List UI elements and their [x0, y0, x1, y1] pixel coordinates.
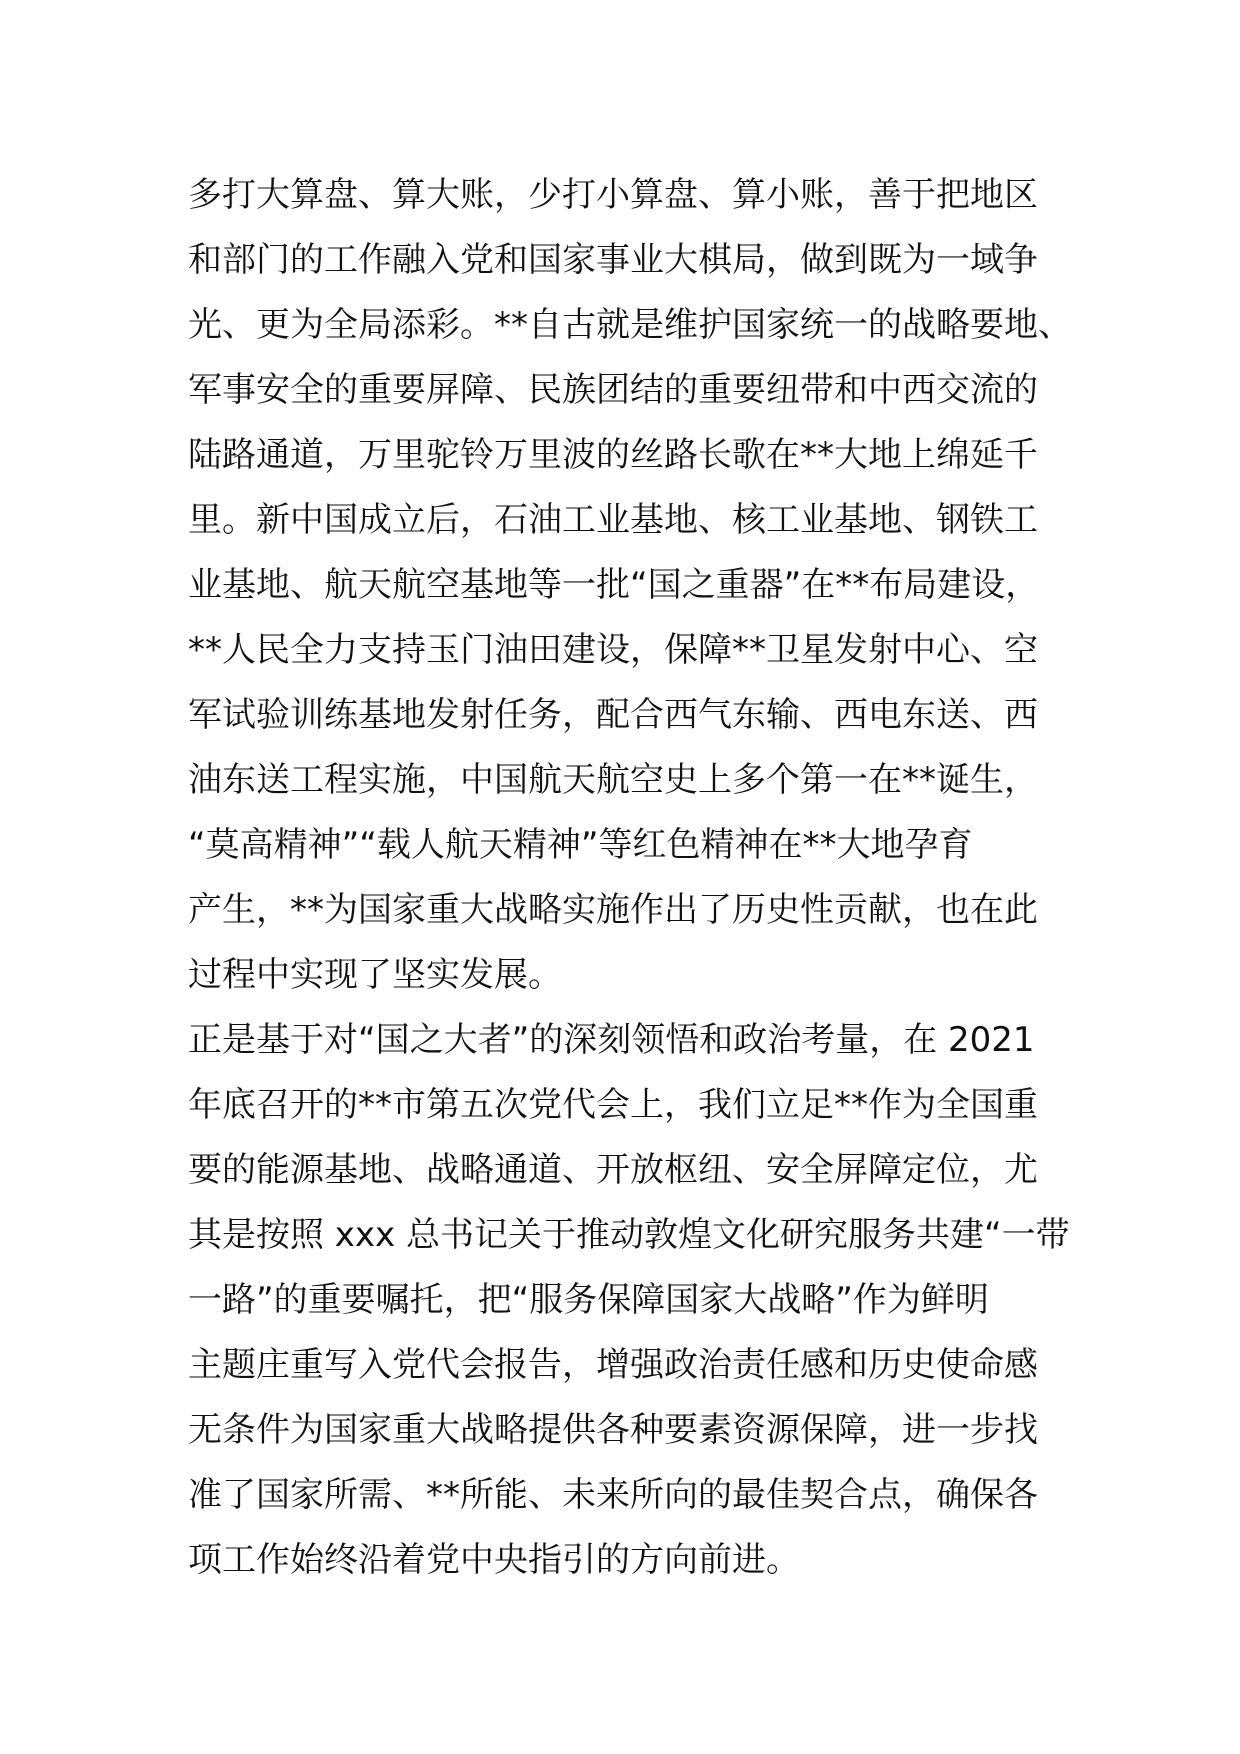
text-line: 过程中实现了坚实发展。: [188, 955, 562, 995]
text-line: 陆路通道，万里驼铃万里波的丝路长歌在**大地上绵延千: [188, 435, 1038, 475]
text-line: 军试验训练基地发射任务，配合西气东输、西电东送、西: [188, 695, 1038, 735]
text-line: 其是按照 xxx 总书记关于推动敦煌文化研究服务共建“一带: [188, 1215, 1070, 1255]
text-line: 军事安全的重要屏障、民族团结的重要纽带和中西交流的: [188, 370, 1038, 410]
text-line: 光、更为全局添彩。**自古就是维护国家统一的战略要地、: [188, 305, 1072, 345]
text-line: 准了国家所需、**所能、未来所向的最佳契合点，确保各: [188, 1475, 1038, 1515]
text-line: 和部门的工作融入党和国家事业大棋局，做到既为一域争: [188, 240, 1038, 280]
text-line: 油东送工程实施，中国航天航空史上多个第一在**诞生，: [188, 760, 1038, 800]
text-line: 无条件为国家重大战略提供各种要素资源保障，进一步找: [188, 1410, 1038, 1450]
text-line: 多打大算盘、算大账，少打小算盘、算小账，善于把地区: [188, 175, 1038, 215]
text-line: 主题庄重写入党代会报告，增强政治责任感和历史使命感: [188, 1345, 1038, 1385]
text-line: 要的能源基地、战略通道、开放枢纽、安全屏障定位，尤: [188, 1150, 1038, 1190]
text-line: 年底召开的**市第五次党代会上，我们立足**作为全国重: [188, 1085, 1038, 1125]
text-line: **人民全力支持玉门油田建设，保障**卫星发射中心、空: [188, 630, 1038, 670]
text-line: 正是基于对“国之大者”的深刻领悟和政治考量，在 2021: [188, 1020, 1035, 1060]
body-text: [188, 163, 1088, 1593]
text-line: 一路”的重要嘱托，把“服务保障国家大战略”作为鲜明: [188, 1280, 989, 1320]
text-line: 业基地、航天航空基地等一批“国之重器”在**布局建设，: [188, 565, 1040, 605]
text-line: 产生，**为国家重大战略实施作出了历史性贡献，也在此: [188, 890, 1038, 930]
text-line: “莫高精神”“载人航天精神”等红色精神在**大地孕育: [188, 825, 973, 865]
text-line: 项工作始终沿着党中央指引的方向前进。: [188, 1540, 800, 1580]
text-line: 里。新中国成立后，石油工业基地、核工业基地、钢铁工: [188, 500, 1038, 540]
